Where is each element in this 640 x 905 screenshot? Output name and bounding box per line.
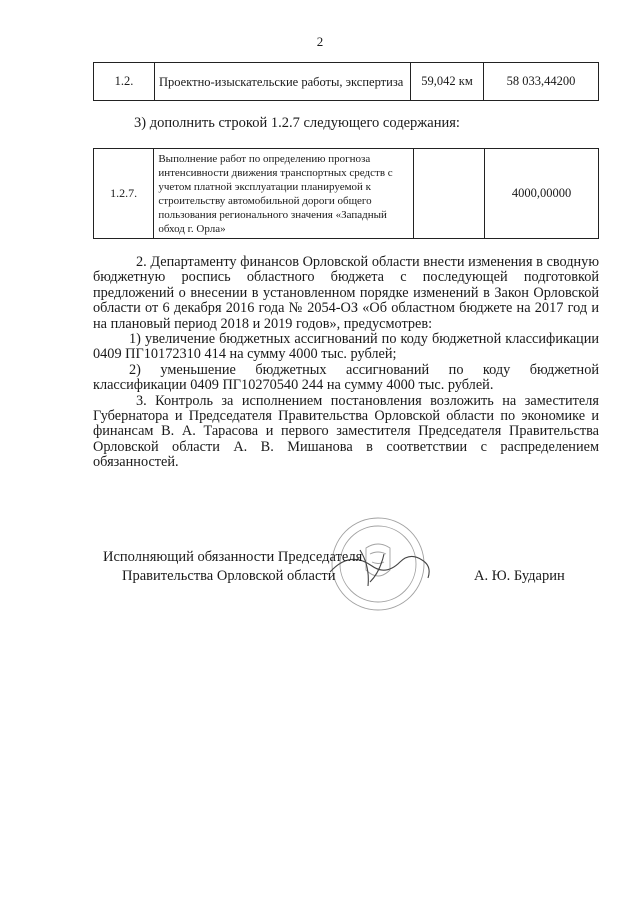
row-number-cell: 1.2.7.	[94, 149, 154, 239]
document-body	[93, 255, 599, 471]
row-length-cell	[413, 149, 485, 239]
table-row	[94, 149, 599, 239]
row-description-cell: Проектно-изыскательские работы, экспертиза	[155, 63, 411, 101]
page-number: 2	[316, 34, 324, 49]
paragraph-2-item-2: 2) уменьшение бюджетных ассигнований по коду бюджетной классификации 0409 ПГ10270540 244 на сумму 4000 тыс. рублей.	[93, 361, 599, 394]
budget-table-row-1-2-7	[93, 148, 599, 239]
budget-table-row-1-2	[93, 62, 599, 101]
signatory-name: А. Ю. Бударин	[474, 568, 565, 584]
paragraph-2: 2. Департаменту финансов Орловской области внести изменения в сводную бюджетную роспись областного бюджета с последующей подготовкой предложений о внесении в установленном порядке изменений в Закон Орловской области от 6 декабря 2016 года № 2054-ОЗ «Об областном бюджете на 2017 год и на плановый период 2018 и 2019 годов», предусмотрев:	[93, 254, 599, 332]
signatory-title-line-1: Исполняющий обязанности Председателя	[103, 549, 363, 565]
paragraph-3: 3. Контроль за исполнением постановления возложить на заместителя Губернатора и Председателя Правительства Орловской области по экономике и финансам В. А. Тарасова и первого заместителя Председателя Правительства Орловской области А. В. Мишанова в соответствии с распределением обязанностей.	[93, 392, 599, 471]
row-length-cell: 59,042 км	[411, 63, 484, 101]
amendment-intro-line: 3) дополнить строкой 1.2.7 следующего содержания:	[134, 115, 460, 131]
row-description-cell: Выполнение работ по определению прогноза интенсивности движения транспортных средств с учетом платной эксплуатации планируемой к строительству автомобильной дороги общего пользования регионального значения «Западный обход г. Орла»	[154, 149, 413, 239]
paragraph-2-item-1: 1) увеличение бюджетных ассигнований по коду бюджетной классификации 0409 ПГ10172310 414 на сумму 4000 тыс. рублей;	[93, 331, 599, 363]
row-number-cell: 1.2.	[94, 63, 155, 101]
table-row	[94, 63, 599, 101]
row-amount-cell: 4000,00000	[485, 149, 599, 239]
row-amount-cell: 58 033,44200	[484, 63, 599, 101]
signatory-title-line-2: Правительства Орловской области	[122, 568, 336, 584]
